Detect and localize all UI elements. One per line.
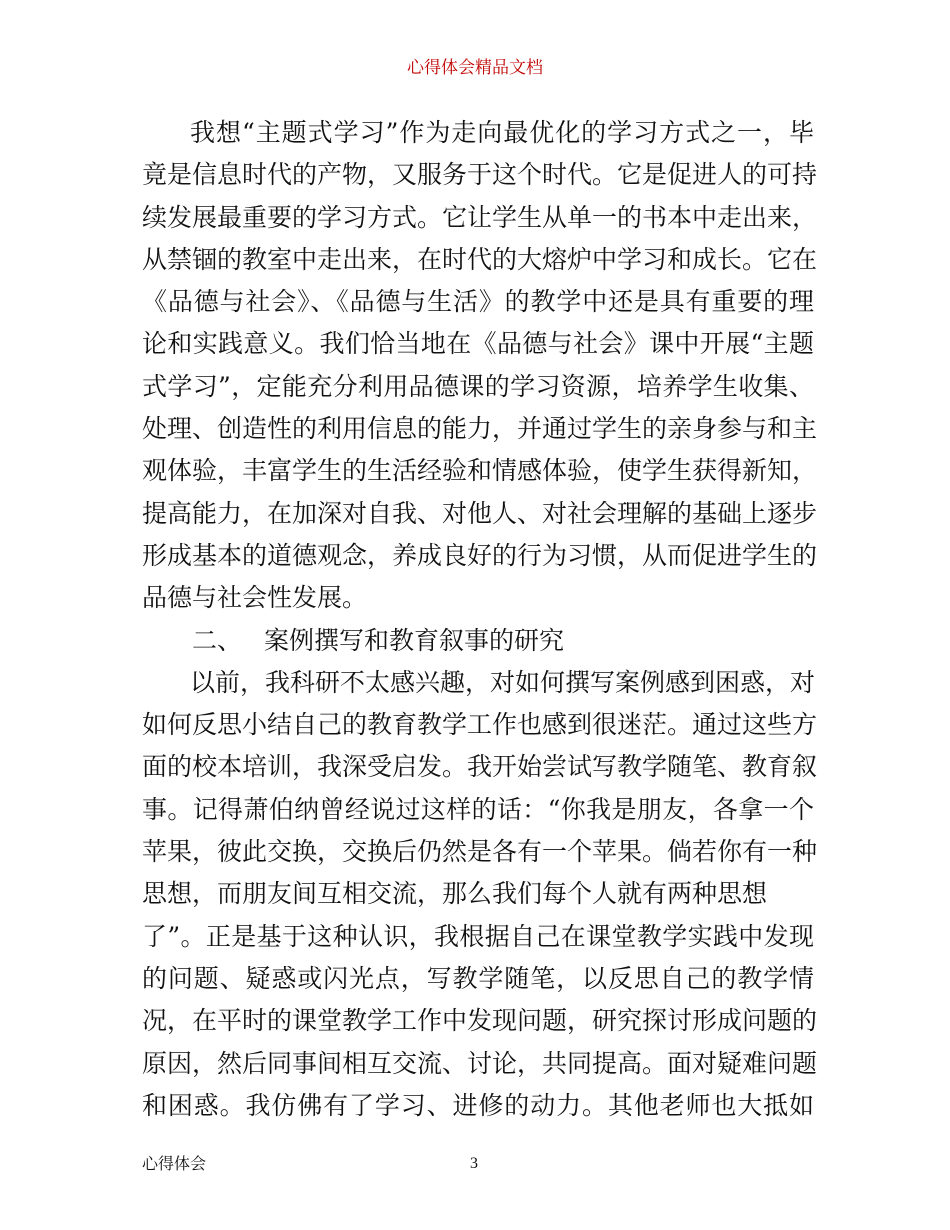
text-line: 思想，而朋友间互相交流，那么我们每个人就有两种思想: [142, 879, 768, 909]
text-line: 《品德与社会》、《品德与生活》的教学中还是具有重要的理: [142, 287, 814, 317]
section-heading: [142, 620, 814, 662]
text-line: 和困惑。我仿佛有了学习、进修的动力。其他老师也大抵如: [142, 1090, 814, 1120]
page-header-title: 心得体会精品文档: [407, 58, 543, 78]
text-line: 以前，我科研不太感兴趣，对如何撰写案例感到困惑，对: [190, 667, 816, 697]
section-title: 案例撰写和教育叙事的研究: [264, 625, 565, 655]
text-line: 了”。正是基于这种认识，我根据自己在课堂教学实践中发现: [142, 921, 814, 951]
text-line: 提高能力，在加深对自我、对他人、对社会理解的基础上逐步: [142, 498, 818, 528]
text-line: 论和实践意义。我们恰当地在《品德与社会》课中开展“主题: [142, 329, 814, 359]
text-line: 如何反思小结自己的教育教学工作也感到很迷茫。通过这些方: [142, 710, 818, 740]
document-body: [142, 112, 818, 1127]
text-line: 况，在平时的课堂教学工作中发现问题，研究探讨形成问题的: [142, 1006, 818, 1036]
text-line: 从禁锢的教室中走出来，在时代的大熔炉中学习和成长。它在: [142, 244, 818, 274]
text-line: 的问题、疑惑或闪光点，写教学随笔，以反思自己的教学情: [142, 963, 814, 993]
text-line: 我想“主题式学习”作为走向最优化的学习方式之一，毕: [190, 118, 814, 147]
text-line: 事。记得萧伯纳曾经说过这样的话：“你我是朋友，各拿一个: [142, 794, 814, 824]
text-line: 苹果，彼此交换，交换后仍然是各有一个苹果。倘若你有一种: [142, 837, 818, 867]
page-number: 3: [470, 1155, 478, 1172]
text-line: 面的校本培训，我深受启发。我开始尝试写教学随笔、教育叙: [142, 752, 818, 782]
text-line: 品德与社会性发展。: [142, 583, 368, 613]
section-number: 二、: [192, 625, 243, 655]
text-line: 续发展最重要的学习方式。它让学生从单一的书本中走出来，: [142, 202, 818, 232]
text-line: 原因，然后同事间相互交流、讨论，共同提高。面对疑难问题: [142, 1048, 818, 1078]
text-line: 式学习”，定能充分利用品德课的学习资源，培养学生收集、: [142, 371, 814, 401]
text-line: 观体验，丰富学生的生活经验和情感体验，使学生获得新知，: [142, 456, 818, 486]
page-footer: [0, 1152, 950, 1176]
text-line: 形成基本的道德观念，养成良好的行为习惯，从而促进学生的: [142, 540, 818, 570]
text-line: 处理、创造性的利用信息的能力，并通过学生的亲身参与和主: [142, 414, 818, 444]
text-line: 竟是信息时代的产物，又服务于这个时代。它是促进人的可持: [142, 160, 818, 190]
footer-label: 心得体会: [142, 1154, 207, 1173]
